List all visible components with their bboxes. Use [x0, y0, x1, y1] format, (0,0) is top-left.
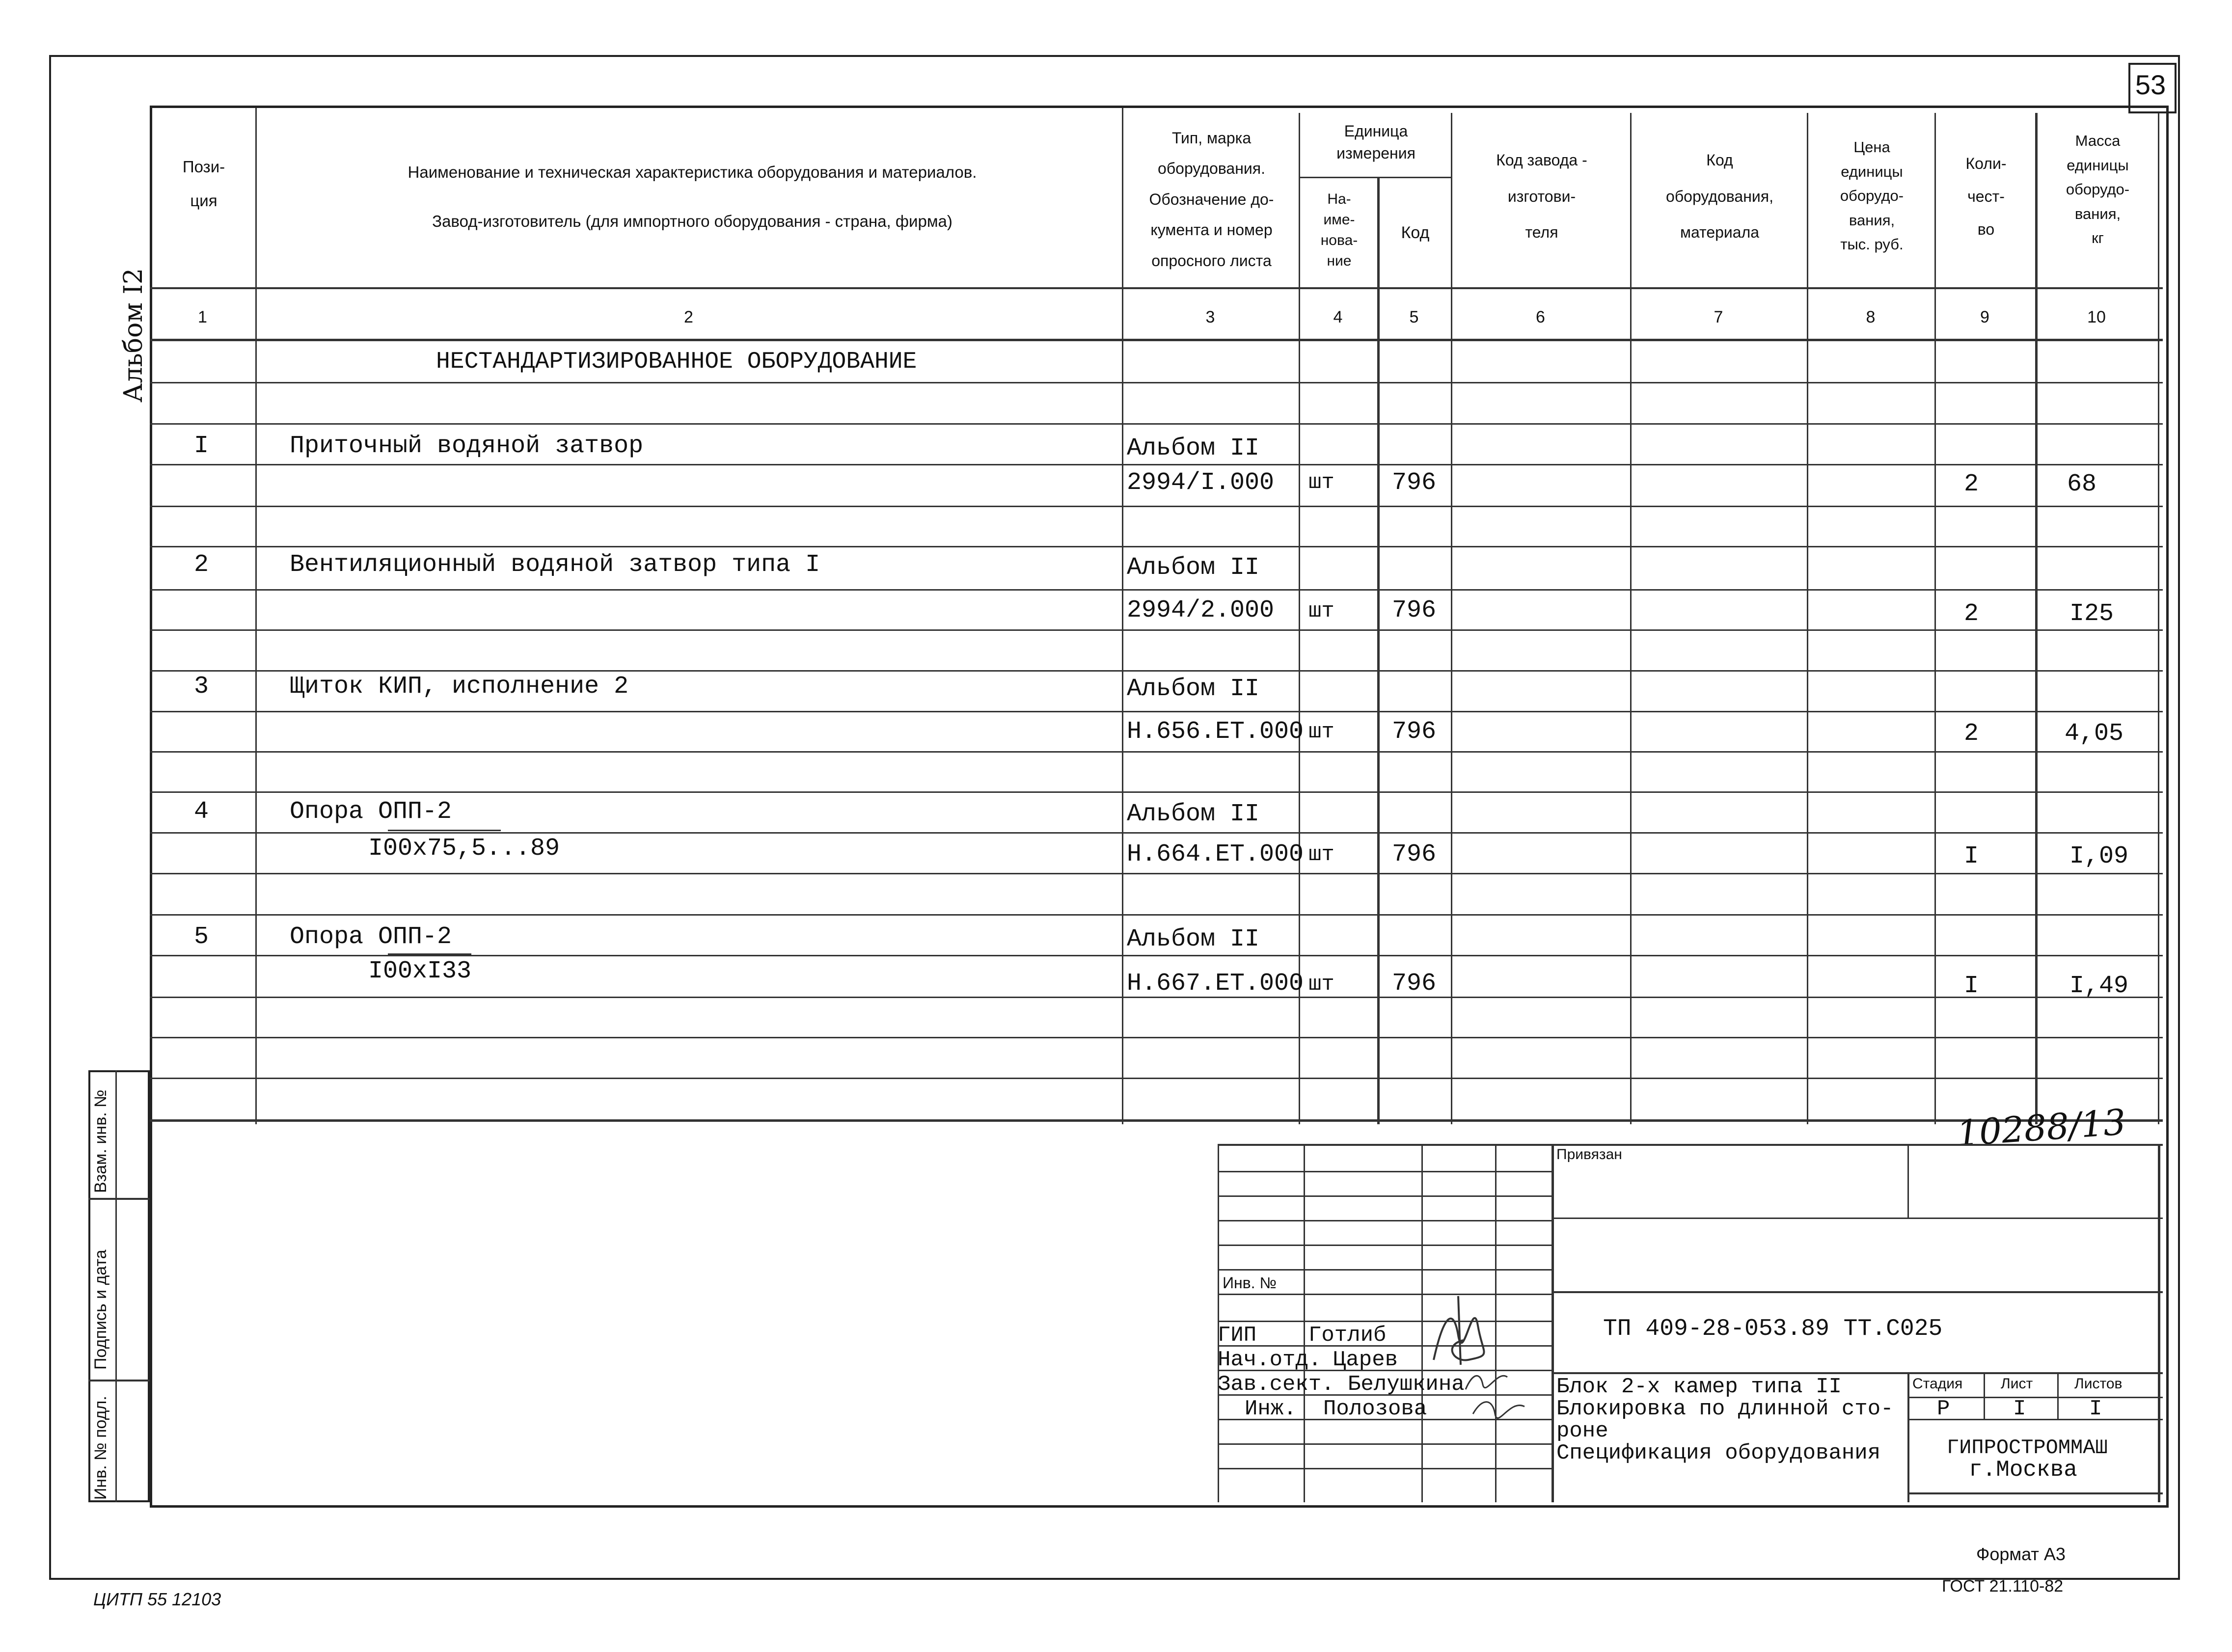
underline-mark: [388, 830, 501, 831]
item-unit: шт: [1308, 842, 1334, 867]
item-name-detail: I00хI33: [368, 957, 472, 985]
item-album: Альбом II: [1127, 554, 1260, 582]
privyazan-label: Привязан: [1556, 1146, 1622, 1163]
item-mass: 68: [2067, 470, 2097, 498]
description-line: Блок 2-х камер типа II: [1556, 1375, 1842, 1399]
item-name: Щиток КИП, исполнение 2: [290, 673, 629, 701]
item-unit-code: 796: [1392, 469, 1437, 497]
header-type: Тип, марка оборудования. Обозначение до- кумента и номер опросного листа: [1149, 129, 1274, 270]
item-unit: шт: [1308, 720, 1334, 744]
header-price: Цена единицы оборудо- вания, тыс. руб.: [1840, 138, 1904, 253]
sheets-value: I: [2089, 1397, 2102, 1421]
item-mass: I,49: [2069, 972, 2129, 1000]
item-qty: 2: [1964, 720, 1979, 748]
item-mass: I25: [2069, 600, 2114, 628]
description-line: Спецификация оборудования: [1556, 1441, 1881, 1465]
item-qty: 2: [1964, 470, 1979, 498]
item-unit-code: 796: [1392, 970, 1437, 998]
item-unit-code: 796: [1392, 840, 1437, 868]
item-album: Альбом II: [1127, 800, 1260, 828]
signature: [1470, 1394, 1529, 1421]
item-unit: шт: [1308, 972, 1334, 997]
staff-name: Царев: [1333, 1348, 1398, 1372]
colnum-5: 5: [1409, 308, 1419, 326]
organization: ГИПРОСТРОММАШ: [1947, 1436, 2108, 1460]
item-mass: I,09: [2069, 842, 2129, 870]
item-unit-code: 796: [1392, 596, 1437, 624]
staff-name: Белушкина: [1348, 1372, 1465, 1397]
staff-role: ГИП: [1218, 1323, 1257, 1348]
underline-mark: [388, 953, 471, 955]
item-doc: Н.656.ЕТ.000: [1127, 718, 1304, 746]
podpis-label: Подпись и дата: [91, 1249, 110, 1370]
staff-role: Инж.: [1245, 1397, 1297, 1421]
item-name-detail: I00х75,5...89: [368, 835, 560, 863]
item-doc: 2994/I.000: [1127, 469, 1275, 497]
item-album: Альбом II: [1127, 434, 1260, 462]
header-position: Пози- ция: [182, 158, 225, 210]
item-name: Приточный водяной затвор: [290, 432, 644, 460]
item-name: Вентиляционный водяной затвор типа I: [290, 551, 820, 579]
inv-no-label: Инв. №: [1223, 1274, 1277, 1292]
colnum-4: 4: [1333, 308, 1343, 326]
header-factory-code: Код завода - изготови- теля: [1496, 151, 1587, 242]
colnum-6: 6: [1536, 308, 1545, 326]
item-unit: шт: [1308, 599, 1334, 623]
item-album: Альбом II: [1127, 675, 1260, 703]
stage-label: Стадия: [1912, 1376, 1963, 1392]
colnum-2: 2: [684, 308, 693, 326]
header-unit-code: Код: [1401, 223, 1430, 242]
header-qty: Коли- чест- во: [1965, 155, 2007, 239]
description-line: роне: [1556, 1419, 1608, 1443]
item-position: 3: [194, 673, 209, 701]
album-label: Альбом I2: [119, 268, 148, 403]
staff-name: Готлиб: [1308, 1323, 1387, 1348]
item-doc: Н.664.ЕТ.000: [1127, 840, 1304, 868]
staff-role: Нач.отд.: [1218, 1348, 1322, 1372]
stamp-number: 10288/13: [1955, 1101, 2127, 1154]
sheets-label: Листов: [2074, 1376, 2123, 1392]
item-position: 2: [194, 551, 209, 579]
sheet-value: I: [2013, 1397, 2026, 1421]
description-line: Блокировка по длинной сто-: [1556, 1397, 1894, 1421]
stage-value: Р: [1937, 1397, 1950, 1421]
colnum-7: 7: [1714, 308, 1723, 326]
header-unit-name: На- име- нова- ние: [1320, 191, 1358, 269]
colnum-9: 9: [1980, 308, 1989, 326]
vzam-label: Взам. инв. №: [91, 1089, 110, 1193]
item-position: 5: [194, 923, 209, 951]
header-mass: Масса единицы оборудо- вания, кг: [2066, 132, 2130, 247]
item-qty: I: [1964, 972, 1979, 1000]
item-doc: Н.667.ЕТ.000: [1127, 970, 1304, 998]
city: г.Москва: [1969, 1457, 2077, 1483]
item-position: I: [194, 432, 209, 460]
item-position: 4: [194, 798, 209, 826]
item-mass: 4,05: [2065, 720, 2124, 748]
header-name-line1: Наименование и техническая характеристика оборудования и материалов.: [408, 163, 977, 181]
item-qty: I: [1964, 842, 1979, 870]
item-name: Опора ОПП-2: [290, 798, 452, 826]
header-unit-group: Единица измерения: [1336, 122, 1415, 162]
header-name-line2: Завод-изготовитель (для импортного оборудования - страна, фирма): [432, 212, 953, 230]
item-name: Опора ОПП-2: [290, 923, 452, 951]
format-label: Формат А3: [1976, 1544, 2066, 1564]
citp-label: ЦИТП 55 12103: [93, 1589, 221, 1609]
item-album: Альбом II: [1127, 925, 1260, 953]
item-unit-code: 796: [1392, 718, 1437, 746]
item-doc: 2994/2.000: [1127, 596, 1275, 624]
sheet-label: Лист: [2001, 1376, 2033, 1392]
colnum-1: 1: [198, 308, 207, 326]
inv-podl-label: Инв. № подл.: [91, 1396, 110, 1500]
gost-label: ГОСТ 21.110-82: [1942, 1577, 2064, 1596]
colnum-10: 10: [2087, 308, 2106, 326]
signature: [1424, 1286, 1507, 1375]
section-title: НЕСТАНДАРТИЗИРОВАННОЕ ОБОРУДОВАНИЕ: [436, 349, 917, 375]
document-code: ТП 409-28-053.89 ТТ.С025: [1603, 1316, 1943, 1342]
page-number: 53: [2135, 69, 2166, 100]
item-unit: шт: [1308, 470, 1334, 495]
item-qty: 2: [1964, 600, 1979, 628]
staff-name: Полозова: [1323, 1397, 1427, 1421]
staff-role: Зав.сект.: [1218, 1372, 1334, 1397]
colnum-3: 3: [1205, 308, 1215, 326]
colnum-8: 8: [1866, 308, 1876, 326]
signature: [1463, 1367, 1512, 1394]
header-equipment-code: Код оборудования, материала: [1666, 151, 1773, 242]
